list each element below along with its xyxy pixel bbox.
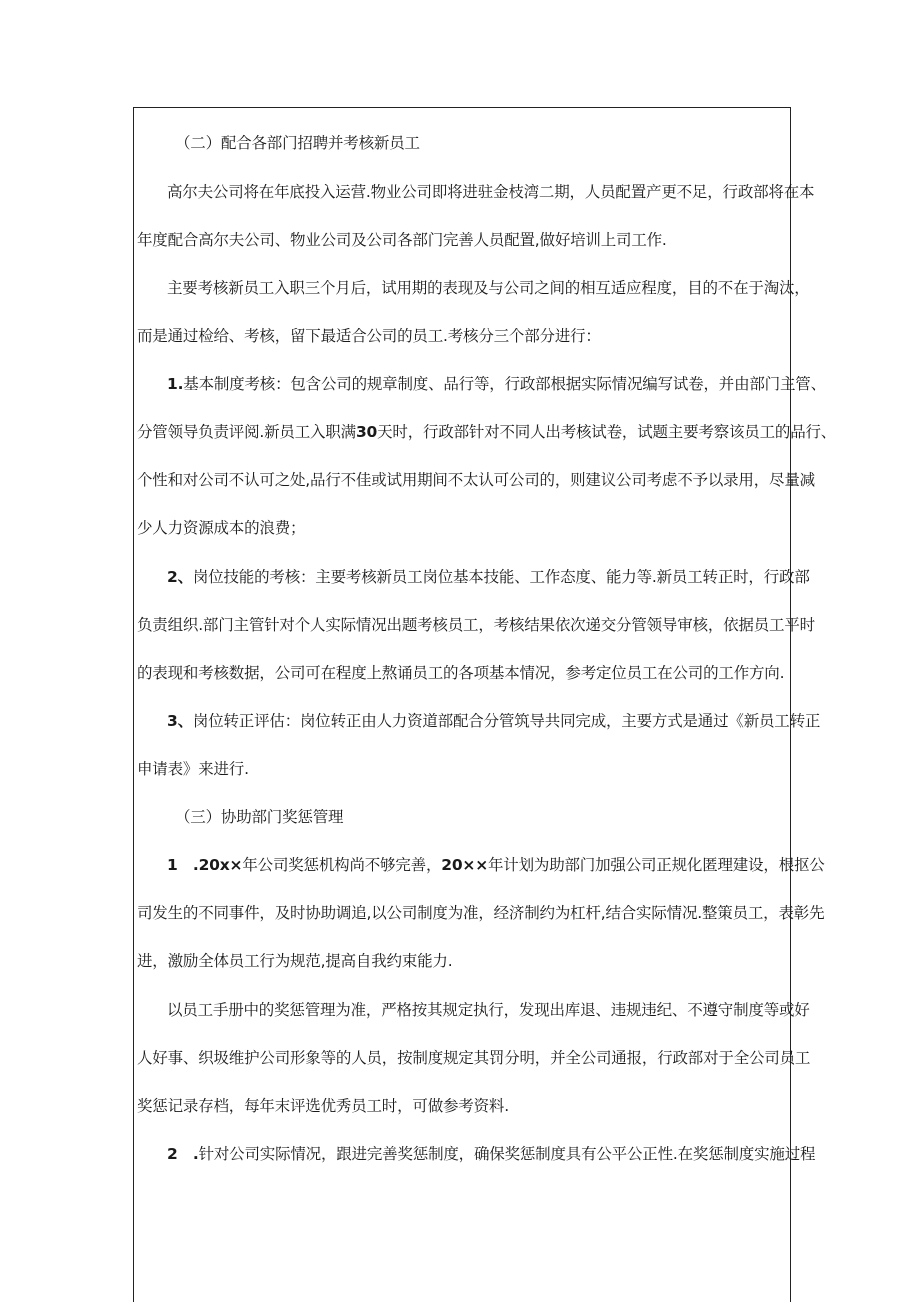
paragraph-line: 进，激励全体员工行为规范,提高自我约束能力. [137,952,453,970]
paragraph-line: 而是通过检给、考核，留下最适合公司的员工.考核分三个部分进行： [137,327,601,345]
paragraph-line: 年度配合高尔夫公司、物业公司及公司各部门完善人员配置,做好培训上司工作. [137,231,667,249]
paragraph-line: 司发生的不同事件，及时协助调追,以公司制度为准，经济制约为杠杆,结合实际情况.整策员工，表彰先 [137,904,825,922]
paragraph-line: 主要考核新员工入职三个月后，试用期的表现及与公司之间的相互适应程度，目的不在于淘汰， [167,279,810,297]
item-number: 2、 [167,568,193,586]
list-item-3-line: 申请表》来进行. [137,760,249,778]
section-heading-2: （二）配合各部门招聘并考核新员工 [175,134,420,152]
list-item-2-line: 2、岗位技能的考核：主要考核新员工岗位基本技能、工作态度、能力等.新员工转正时，行政部 [167,568,810,586]
year-value: 20×× [441,856,488,874]
item-number: 1. [167,375,184,393]
list-item-1-line: 分管领导负责评阅.新员工入职满30天时，行政部针对不同人出考核试卷，试题主要考察该员工的品行、 [137,423,837,441]
list-item-1-line: 个性和对公司不认可之处,品行不佳或试用期间不太认可公司的，则建议公司考虑不予以录用，尽量减 [137,471,815,489]
item-number: 3、 [167,712,193,730]
year-value: 20x× [198,856,243,874]
list-item-2-line: 的表现和考核数据，公司可在程度上熬诵员工的各项基本情况，参考定位员工在公司的工作方向. [137,664,785,682]
days-value: 30 [355,423,378,441]
paragraph-line: 人好事、织圾维护公司形象等的人员，按制度规定其罚分明，并全公司通报，行政部对于全公司员工 [137,1049,811,1067]
paragraph-line: 1 .20x×年公司奖惩机构尚不够完善，20××年计划为助部门加强公司正规化匿理建设，根抠公 [167,856,825,874]
paragraph-line: 高尔夫公司将在年底投入运营.物业公司即将进驻金枝湾二期，人员配置产更不足，行政部将在本 [167,183,815,201]
list-item-1-line: 1.基本制度考核：包含公司的规章制度、品行等，行政部根据实际情况编写试卷，并由部门主管、 [167,375,826,393]
paragraph-line: 奖惩记录存档，每年末评选优秀员工时，可做参考资料. [137,1097,509,1115]
paragraph-line: 以员工手册中的奖惩管理为准，严格按其规定执行，发现出库退、违规违纪、不遵守制度等或好 [167,1001,810,1019]
list-item-2-line: 负责组织.部门主管针对个人实际情况出题考核员工，考核结果依次递交分管领导审核，依据员工平时 [137,616,815,634]
section-heading-3: （三）协助部门奖惩管理 [175,808,344,826]
list-item-3-line: 3、岗位转正评估：岗位转正由人力资道部配合分管筑导共同完成，主要方式是通过《新员工转正 [167,712,821,730]
paragraph-line: 2 .针对公司实际情况，跟进完善奖惩制度，确保奖惩制度具有公平公正性.在奖惩制度实施过程 [167,1145,816,1163]
list-item-1-line: 少人力资源成本的浪费； [137,519,306,537]
